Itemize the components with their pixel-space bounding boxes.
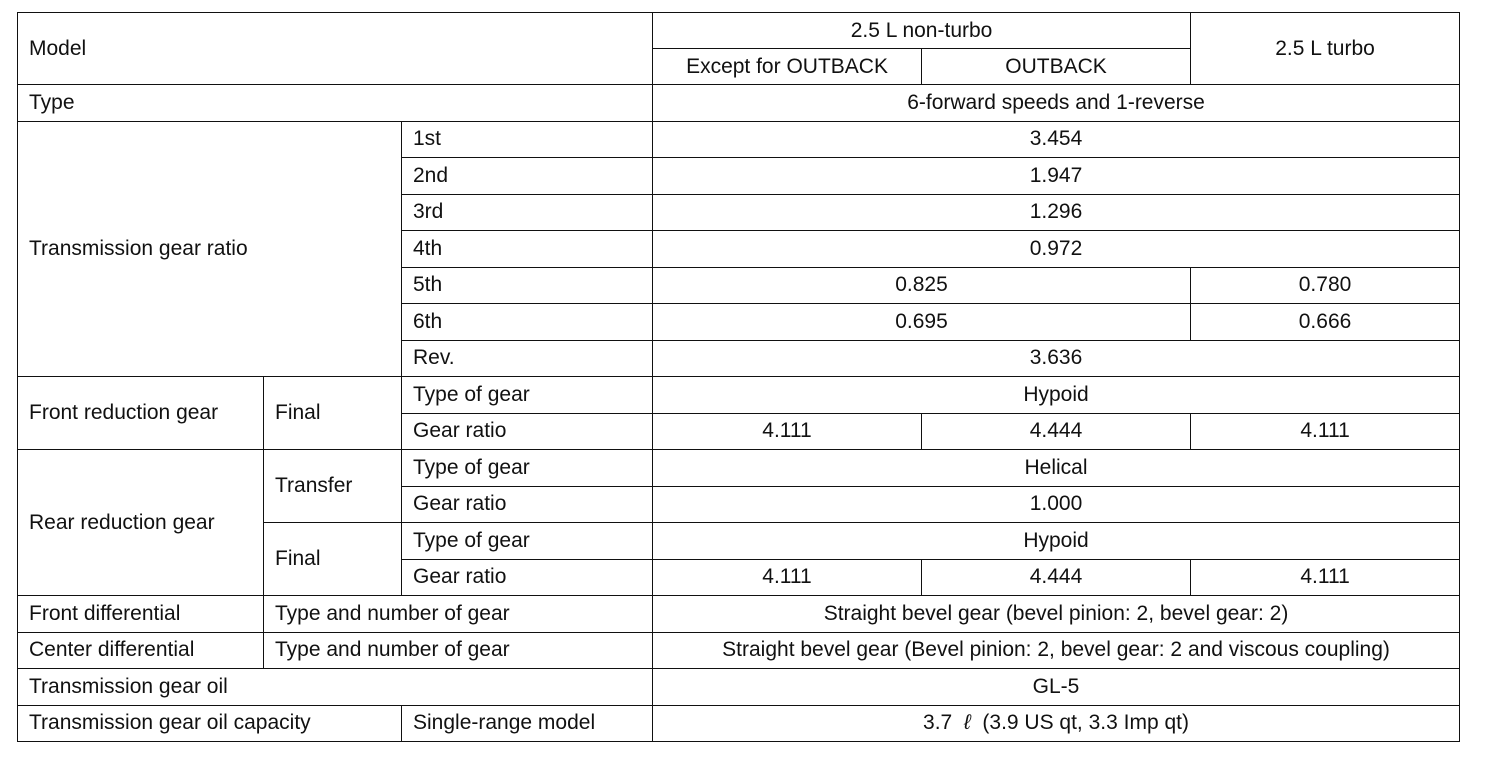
- rear-ratio-turbo-cell: 4.111: [1191, 559, 1460, 596]
- gear-name-cell: 2nd: [402, 158, 653, 195]
- center-differential-value-cell: Straight bevel gear (Bevel pinion: 2, bevel gear: 2 and viscous coupling): [653, 632, 1460, 669]
- oil-capacity-conversion: (3.9 US qt, 3.3 Imp qt): [982, 711, 1189, 735]
- gear-name-cell: 4th: [402, 231, 653, 268]
- oil-capacity-amount: 3.7: [923, 711, 953, 735]
- gear-ratio-turbo-cell: 0.780: [1191, 267, 1460, 304]
- transmission-spec-table: [17, 12, 1460, 742]
- transmission-gear-ratio-label-cell: Transmission gear ratio: [18, 121, 402, 377]
- transfer-type-of-gear-label-cell: Type of gear: [402, 450, 653, 487]
- front-differential-sub-label-cell: Type and number of gear: [264, 596, 653, 633]
- center-differential-sub-label-cell: Type and number of gear: [264, 632, 653, 669]
- rear-ratio-outback-cell: 4.444: [922, 559, 1191, 596]
- liter-unit-glyph: ℓ: [963, 711, 971, 735]
- front-ratio-except-outback-cell: 4.111: [653, 413, 922, 450]
- front-reduction-type-row: [18, 377, 1460, 414]
- non-turbo-header-cell: 2.5 L non-turbo: [653, 13, 1191, 49]
- transfer-gear-ratio-label-cell: Gear ratio: [402, 486, 653, 523]
- gear-name-cell: Rev.: [402, 340, 653, 377]
- rear-final-cell: Final: [264, 523, 402, 596]
- gear-oil-row: [18, 669, 1460, 706]
- oil-capacity-row: [18, 705, 1460, 742]
- type-value-cell: 6-forward speeds and 1-reverse: [653, 85, 1460, 122]
- gear-ratio-non-turbo-cell: 0.825: [653, 267, 1191, 304]
- gear-ratio-non-turbo-cell: 0.695: [653, 304, 1191, 341]
- front-reduction-final-cell: Final: [264, 377, 402, 450]
- type-label-cell: Type: [18, 85, 653, 122]
- gear-ratio-cell: 0.972: [653, 231, 1460, 268]
- transfer-gear-ratio-value-cell: 1.000: [653, 486, 1460, 523]
- front-ratio-turbo-cell: 4.111: [1191, 413, 1460, 450]
- rear-final-type-of-gear-label-cell: Type of gear: [402, 523, 653, 560]
- gear-name-cell: 5th: [402, 267, 653, 304]
- oil-capacity-value-cell: [653, 705, 1460, 742]
- gear-name-cell: 3rd: [402, 194, 653, 231]
- gear-name-cell: 6th: [402, 304, 653, 341]
- rear-reduction-label-cell: Rear reduction gear: [18, 450, 264, 596]
- front-differential-row: [18, 596, 1460, 633]
- gear-oil-label-cell: Transmission gear oil: [18, 669, 653, 706]
- type-row: [18, 85, 1460, 122]
- front-type-of-gear-value-cell: Hypoid: [653, 377, 1460, 414]
- gear-row-1st: [18, 121, 1460, 158]
- gear-ratio-cell: 3.454: [653, 121, 1460, 158]
- rear-transfer-type-row: [18, 450, 1460, 487]
- outback-header-cell: OUTBACK: [922, 49, 1191, 85]
- except-outback-header-cell: Except for OUTBACK: [653, 49, 922, 85]
- rear-ratio-except-outback-cell: 4.111: [653, 559, 922, 596]
- front-ratio-outback-cell: 4.444: [922, 413, 1191, 450]
- gear-ratio-cell: 3.636: [653, 340, 1460, 377]
- oil-capacity-sub-label-cell: Single-range model: [402, 705, 653, 742]
- front-type-of-gear-label-cell: Type of gear: [402, 377, 653, 414]
- gear-ratio-cell: 1.947: [653, 158, 1460, 195]
- header-row-1: [18, 13, 1460, 49]
- front-differential-value-cell: Straight bevel gear (bevel pinion: 2, bevel gear: 2): [653, 596, 1460, 633]
- turbo-header-cell: 2.5 L turbo: [1191, 13, 1460, 85]
- front-gear-ratio-label-cell: Gear ratio: [402, 413, 653, 450]
- gear-oil-value-cell: GL-5: [653, 669, 1460, 706]
- center-differential-row: [18, 632, 1460, 669]
- gear-ratio-turbo-cell: 0.666: [1191, 304, 1460, 341]
- gear-name-cell: 1st: [402, 121, 653, 158]
- oil-capacity-label-cell: Transmission gear oil capacity: [18, 705, 402, 742]
- rear-final-type-of-gear-value-cell: Hypoid: [653, 523, 1460, 560]
- model-header-cell: Model: [18, 13, 653, 85]
- center-differential-label-cell: Center differential: [18, 632, 264, 669]
- transfer-type-of-gear-value-cell: Helical: [653, 450, 1460, 487]
- front-differential-label-cell: Front differential: [18, 596, 264, 633]
- rear-transfer-cell: Transfer: [264, 450, 402, 523]
- front-reduction-label-cell: Front reduction gear: [18, 377, 264, 450]
- gear-ratio-cell: 1.296: [653, 194, 1460, 231]
- rear-final-gear-ratio-label-cell: Gear ratio: [402, 559, 653, 596]
